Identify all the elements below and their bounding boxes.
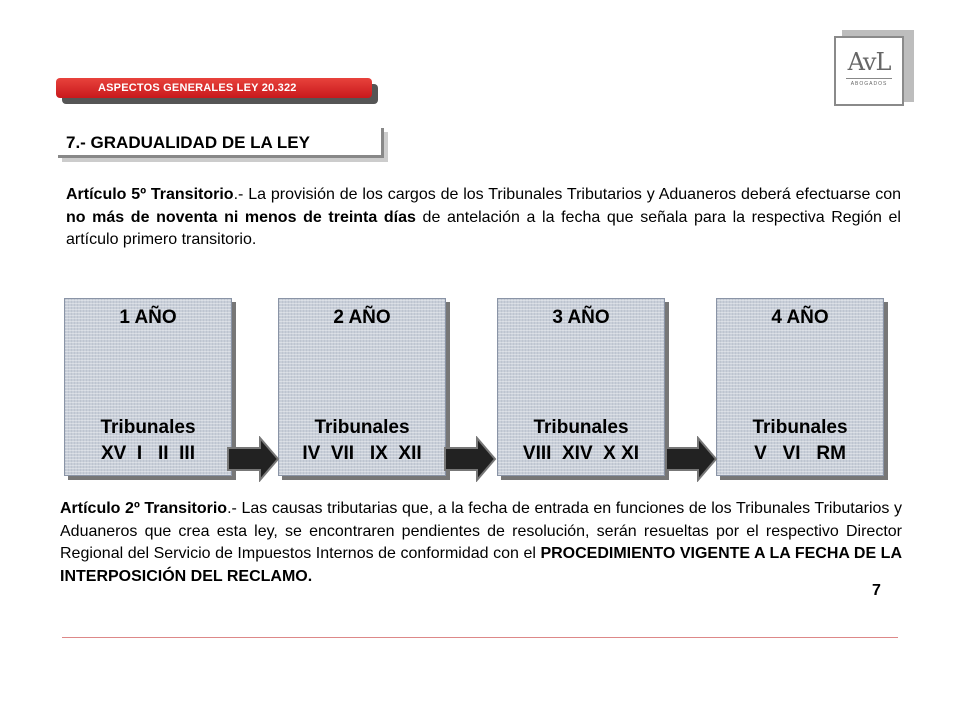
year-title: 3 AÑO bbox=[552, 307, 610, 328]
arrow-right-icon bbox=[226, 436, 280, 482]
page-number: 7 bbox=[872, 582, 881, 599]
year-regions: VIII XIV X XI bbox=[522, 443, 640, 464]
arrow-right-icon bbox=[664, 436, 718, 482]
year-box-4 bbox=[716, 298, 884, 476]
article-5-paragraph bbox=[66, 184, 901, 252]
article-2-paragraph bbox=[60, 498, 902, 588]
year-box-2 bbox=[278, 298, 446, 476]
year-regions: IV VII IX XII bbox=[302, 443, 422, 464]
section-title: 7.- GRADUALIDAD DE LA LEY bbox=[58, 128, 384, 158]
year-title: 1 AÑO bbox=[119, 307, 177, 328]
year-regions: XV I II III bbox=[101, 443, 195, 464]
year-tribunales: Tribunales bbox=[533, 417, 629, 438]
article-5-title: Artículo 5º Transitorio bbox=[66, 186, 234, 203]
footer-divider bbox=[62, 637, 898, 638]
year-title: 2 AÑO bbox=[333, 307, 391, 328]
avl-logo bbox=[834, 36, 904, 106]
article-5-text-a: .- La provisión de los cargos de los Tribunales Tributarios y Aduaneros deberá efectuarse con bbox=[233, 186, 901, 203]
article-5-text-b: de antelación a la fecha que señala para la respectiva Región el artículo primero transitorio. bbox=[66, 208, 901, 248]
year-tribunales: Tribunales bbox=[752, 417, 848, 438]
logo-divider bbox=[846, 78, 892, 79]
arrow-right-icon bbox=[443, 436, 497, 482]
year-regions: V VI RM bbox=[754, 443, 846, 464]
article-2-text-a: .- Las causas tributarias que, a la fecha de entrada en funciones de los Tribunales Tributarios y Aduaneros que crea esta ley, se encontraren pendientes de resolución, serán resueltas por el respectivo Director Regional del Servicio de Impuestos Internos de conformidad con el bbox=[60, 500, 902, 562]
year-title: 4 AÑO bbox=[771, 307, 829, 328]
logo-subtitle: ABOGADOS bbox=[850, 81, 888, 87]
article-2-emphasis: PROCEDIMIENTO VIGENTE A LA FECHA DE LA INTERPOSICIÓN DEL RECLAMO. bbox=[60, 545, 902, 585]
article-2-title: Artículo 2º Transitorio bbox=[60, 500, 228, 517]
header-banner: ASPECTOS GENERALES LEY 20.322 bbox=[56, 78, 372, 98]
year-box-3 bbox=[497, 298, 665, 476]
logo-text: AvL bbox=[847, 48, 891, 76]
article-5-emphasis: no más de noventa ni menos de treinta días bbox=[66, 208, 416, 226]
year-tribunales: Tribunales bbox=[100, 417, 196, 438]
year-box-1 bbox=[64, 298, 232, 476]
year-tribunales: Tribunales bbox=[314, 417, 410, 438]
